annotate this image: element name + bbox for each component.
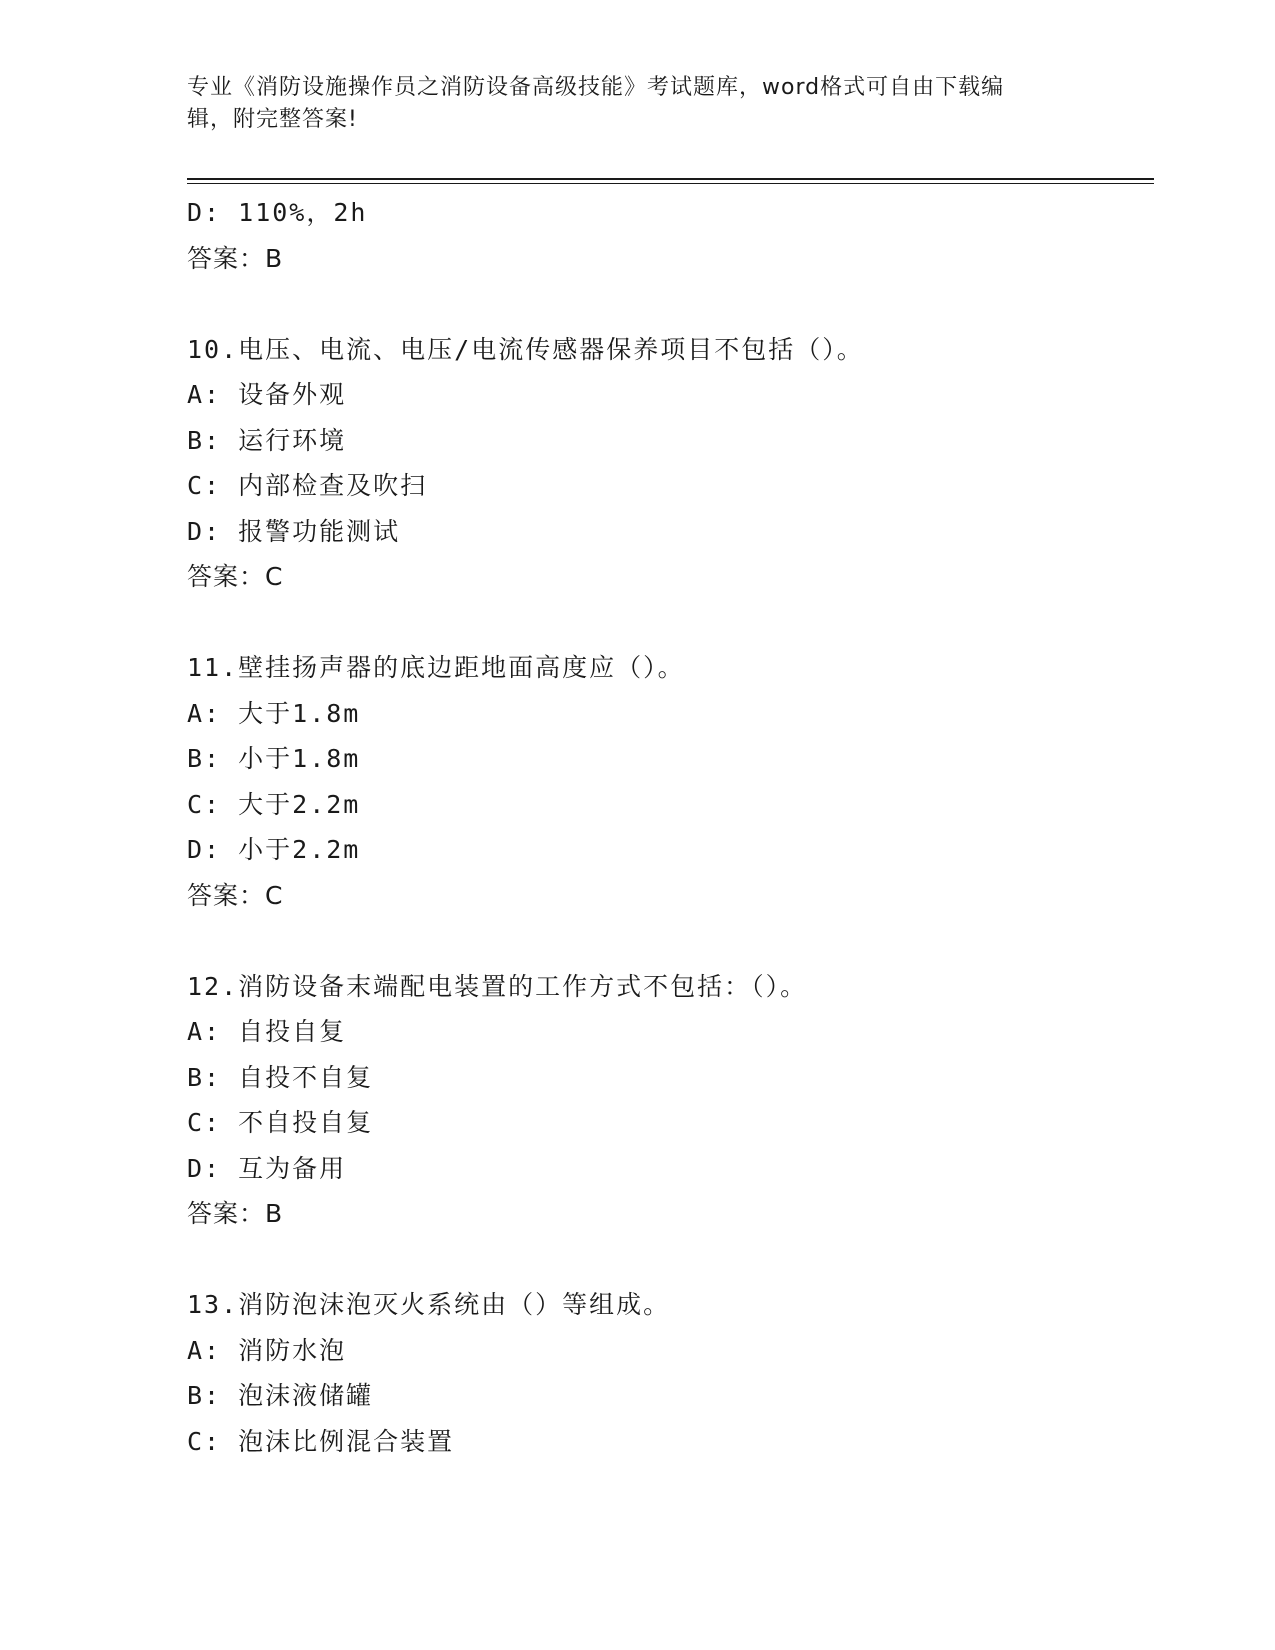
question-11-stem: 11.壁挂扬声器的底边距地面高度应（）。 — [187, 653, 685, 682]
answer: 答案：B — [187, 243, 284, 273]
option-c: C: 大于2.2m — [187, 789, 361, 819]
answer: 答案：C — [187, 880, 284, 910]
option-a: A: 设备外观 — [187, 380, 347, 409]
header-divider-top — [187, 178, 1154, 180]
question-12-stem: 12.消防设备末端配电装置的工作方式不包括：（）。 — [187, 971, 808, 1001]
question-13-stem: 13.消防泡沫泡灭火系统由（）等组成。 — [187, 1290, 671, 1319]
option-a: A: 消防水泡 — [187, 1335, 347, 1365]
header-divider-bottom — [187, 183, 1154, 184]
spacer — [187, 1237, 1154, 1283]
option-a: A: 大于1.8m — [187, 698, 361, 728]
option-c: C: 内部检查及吹扫 — [187, 471, 428, 500]
option-b: B: 小于1.8m — [187, 744, 361, 773]
option-b: B: 运行环境 — [187, 425, 347, 455]
spacer — [187, 281, 1154, 327]
document-header — [187, 72, 1087, 136]
option-c: C: 不自投自复 — [187, 1108, 374, 1137]
spacer — [187, 600, 1154, 646]
header-line-2: 辑，附完整答案! — [187, 107, 358, 132]
question-10-stem: 10.电压、电流、电压/电流传感器保养项目不包括（）。 — [187, 334, 864, 364]
spacer — [187, 918, 1154, 964]
option-b: B: 泡沫液储罐 — [187, 1381, 374, 1410]
option-d: D: 报警功能测试 — [187, 516, 401, 546]
document-body — [187, 190, 1154, 1464]
option-a: A: 自投自复 — [187, 1017, 347, 1046]
option-d: D: 互为备用 — [187, 1153, 347, 1183]
option-c: C: 泡沫比例混合装置 — [187, 1426, 455, 1456]
answer: 答案：B — [187, 1199, 284, 1228]
header-line-1: 专业《消防设施操作员之消防设备高级技能》考试题库，word格式可自由下载编 — [187, 75, 1005, 100]
option-d: D: 110%，2h — [187, 198, 368, 227]
answer: 答案：C — [187, 562, 284, 591]
option-d: D: 小于2.2m — [187, 835, 361, 864]
option-b: B: 自投不自复 — [187, 1062, 374, 1092]
